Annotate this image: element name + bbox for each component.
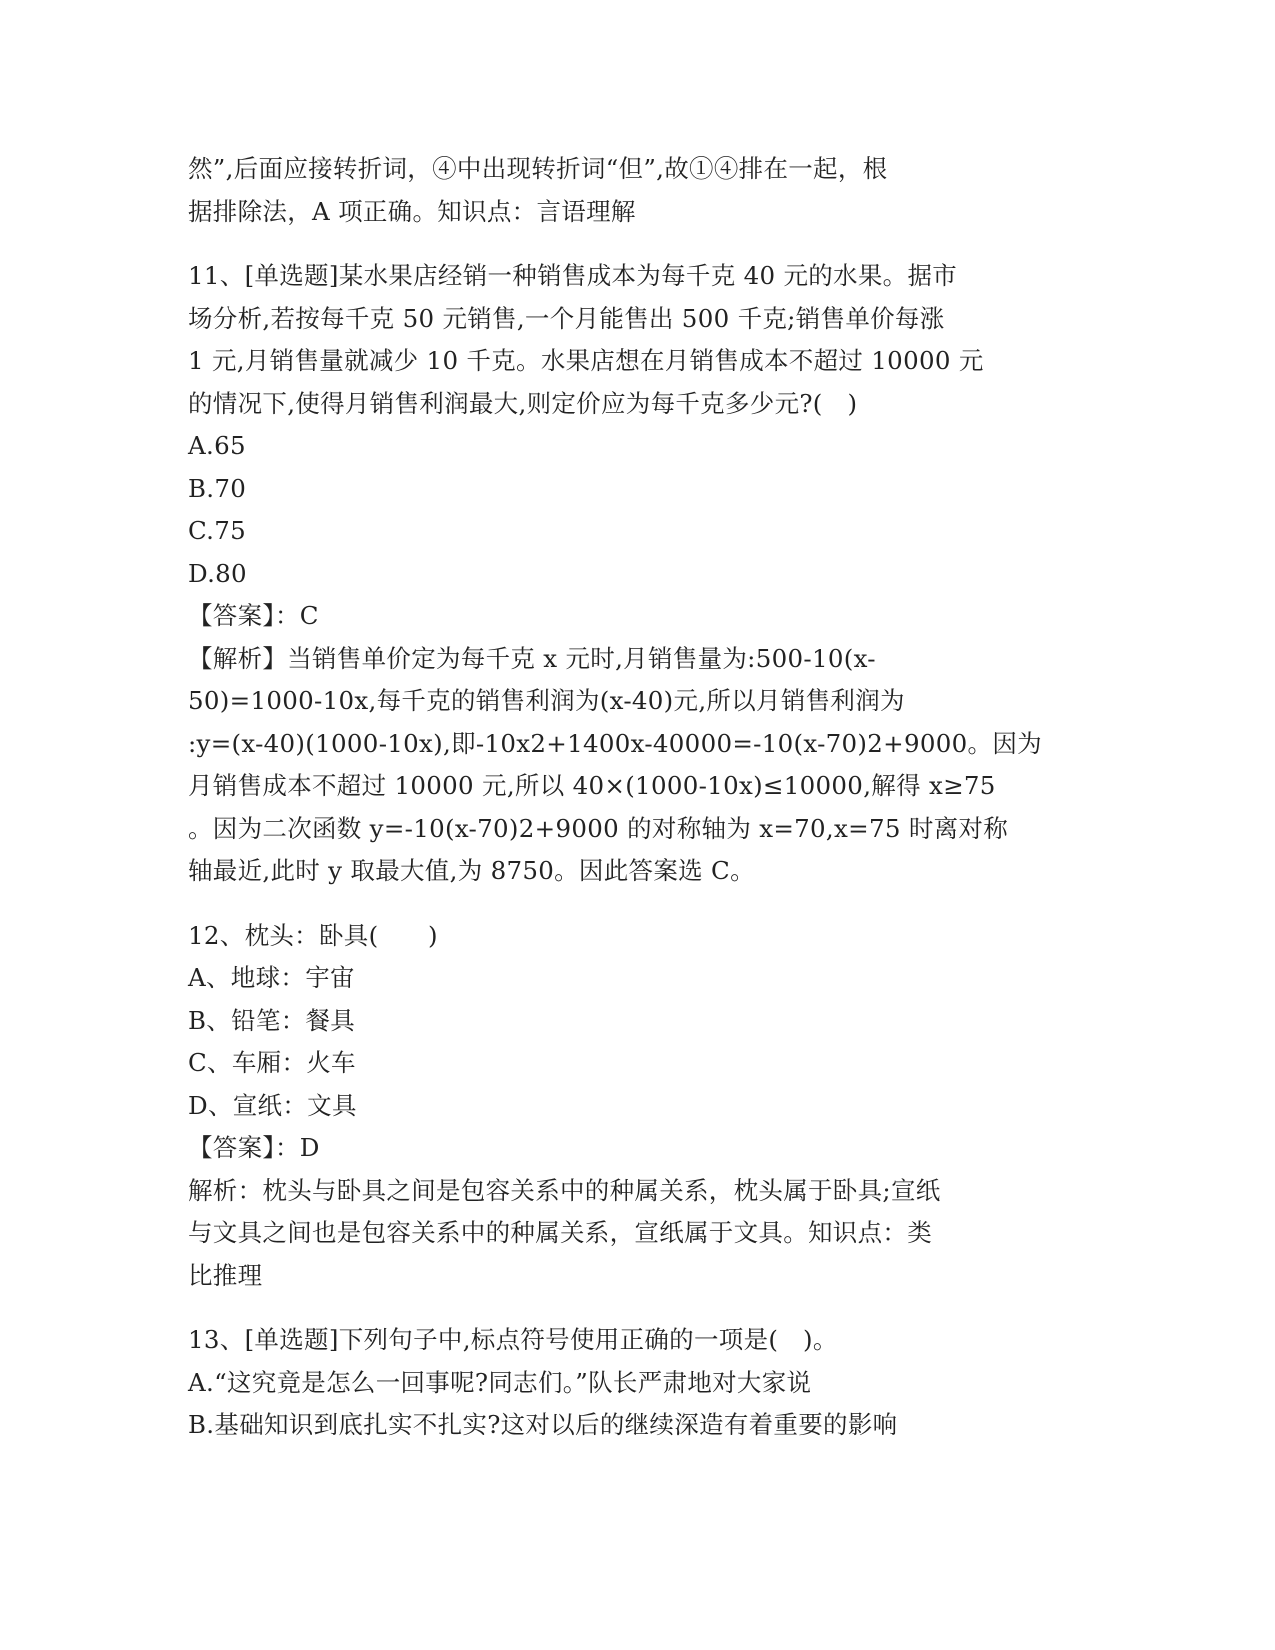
- analysis-line: 与文具之间也是包容关系中的种属关系，宣纸属于文具。知识点：类: [188, 1218, 932, 1247]
- option-d: D、宣纸：文具: [188, 1090, 357, 1120]
- analysis-line: 50)=1000-10x,每千克的销售利润为(x-40)元,所以月销售利润为: [188, 686, 905, 715]
- option-c: C.75: [188, 516, 247, 545]
- question-13: [188, 1319, 1088, 1447]
- question-stem-line: 1 元,月销售量就减少 10 千克。水果店想在月销售成本不超过 10000 元: [188, 346, 984, 375]
- analysis-line: 【解析】当销售单价定为每千克 x 元时,月销售量为:500-10(x-: [188, 643, 876, 673]
- option-b: B.基础知识到底扎实不扎实?这对以后的继续深造有着重要的影响: [188, 1410, 898, 1439]
- question-stem-line: 13、[单选题]下列句子中,标点符号使用正确的一项是( )。: [188, 1325, 838, 1354]
- paragraph-gap: [188, 233, 1088, 255]
- option-a: A.“这究竟是怎么一回事呢?同志们。”队长严肃地对大家说: [188, 1367, 812, 1397]
- analysis-line: 月销售成本不超过 10000 元,所以 40×(1000-10x)≤10000,解得 x≥75: [188, 771, 996, 800]
- analysis-line: 。因为二次函数 y=-10(x-70)2+9000 的对称轴为 x=70,x=75 时离对称: [188, 813, 1009, 843]
- question-stem-line: 场分析,若按每千克 50 元销售,一个月能售出 500 千克;销售单价每涨: [188, 303, 945, 333]
- question-stem-line: 的情况下,使得月销售利润最大,则定价应为每千克多少元?( ): [188, 388, 858, 418]
- document-page: [188, 148, 1088, 1447]
- analysis-line: :y=(x-40)(1000-10x),即-10x2+1400x-40000=-10(x-70)2+9000。因为: [188, 728, 1042, 758]
- question-stem-line: 11、[单选题]某水果店经销一种销售成本为每千克 40 元的水果。据市: [188, 261, 958, 290]
- text-line: 据排除法，A 项正确。知识点：言语理解: [188, 196, 636, 226]
- option-a: A、地球：宇宙: [188, 963, 355, 992]
- answer-line: 【答案】：C: [188, 601, 319, 630]
- option-c: C、车厢：火车: [188, 1048, 356, 1077]
- text-line: 然”,后面应接转折词，④中出现转折词“但”,故①④排在一起，根: [188, 154, 888, 183]
- answer-line: 【答案】：D: [188, 1133, 320, 1162]
- paragraph-gap: [188, 1297, 1088, 1319]
- question-12: [188, 915, 1088, 1298]
- option-b: B.70: [188, 473, 247, 503]
- analysis-line: 解析：枕头与卧具之间是包容关系中的种属关系，枕头属于卧具;宣纸: [188, 1175, 941, 1205]
- option-b: B、铅笔：餐具: [188, 1005, 356, 1035]
- q10-analysis-tail: [188, 148, 1088, 233]
- analysis-line: 轴最近,此时 y 取最大值,为 8750。因此答案选 C。: [188, 856, 755, 885]
- option-a: A.65: [188, 431, 246, 460]
- question-11: [188, 255, 1088, 893]
- paragraph-gap: [188, 893, 1088, 915]
- analysis-line: 比推理: [188, 1260, 263, 1290]
- option-d: D.80: [188, 558, 247, 588]
- question-stem-line: 12、枕头：卧具( ): [188, 920, 438, 950]
